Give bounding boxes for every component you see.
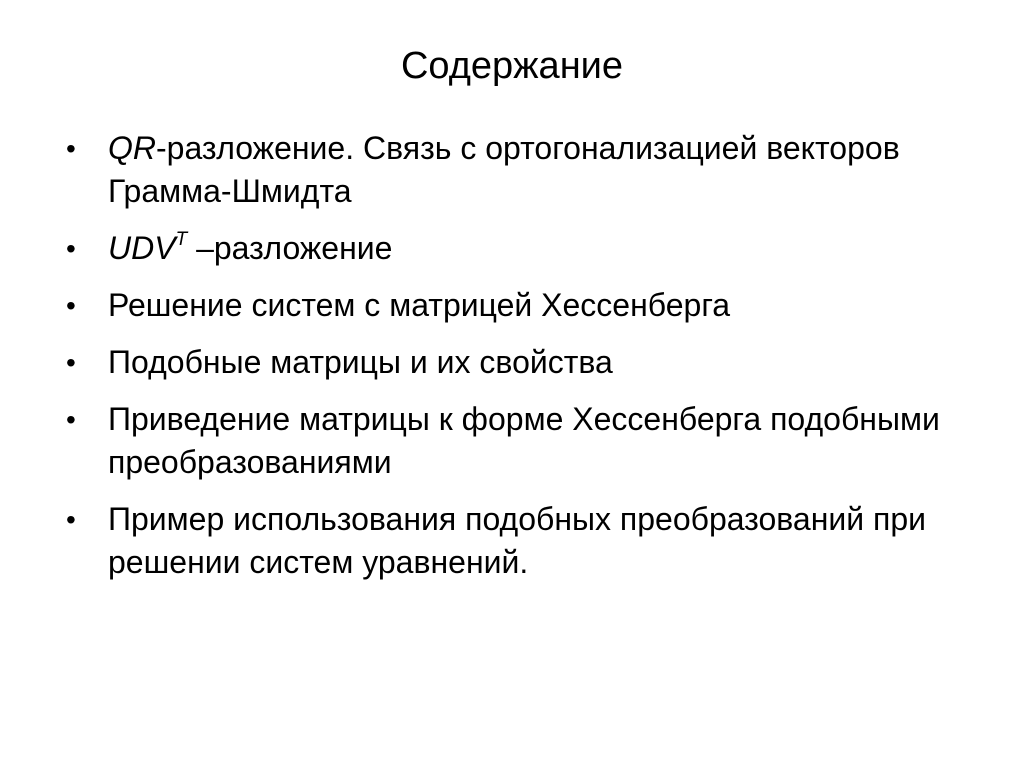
slide-title: Содержание xyxy=(400,45,624,87)
list-item-qr xyxy=(66,127,966,213)
item-text: Решение систем с матрицей Хессенберга xyxy=(108,287,731,323)
bullet-icon: • xyxy=(66,404,76,435)
item-italic-term: QR xyxy=(108,130,156,166)
list-item-example xyxy=(66,498,966,584)
item-italic-term: UDV xyxy=(108,230,176,266)
item-superscript: T xyxy=(175,229,188,250)
item-text: -разложение. Связь с ортогонализацией векторов Грамма-Шмидта xyxy=(108,130,900,209)
item-text: Приведение матрицы к форме Хессенберга подобными преобразованиями xyxy=(108,401,940,480)
list-item-udv xyxy=(66,227,966,270)
bullet-icon: • xyxy=(66,290,76,321)
list-item-similar-matrices xyxy=(66,341,966,384)
bullet-icon: • xyxy=(66,233,76,264)
bullet-icon: • xyxy=(66,347,76,378)
bullet-icon: • xyxy=(66,133,76,164)
item-text: Пример использования подобных преобразований при решении систем уравнений. xyxy=(108,501,927,580)
contents-list xyxy=(66,127,966,598)
bullet-icon: • xyxy=(66,504,76,535)
item-text: –разложение xyxy=(187,230,393,266)
list-item-hessenberg-reduction xyxy=(66,398,966,484)
list-item-hessenberg-systems xyxy=(66,284,966,327)
item-text: Подобные матрицы и их свойства xyxy=(108,344,613,380)
